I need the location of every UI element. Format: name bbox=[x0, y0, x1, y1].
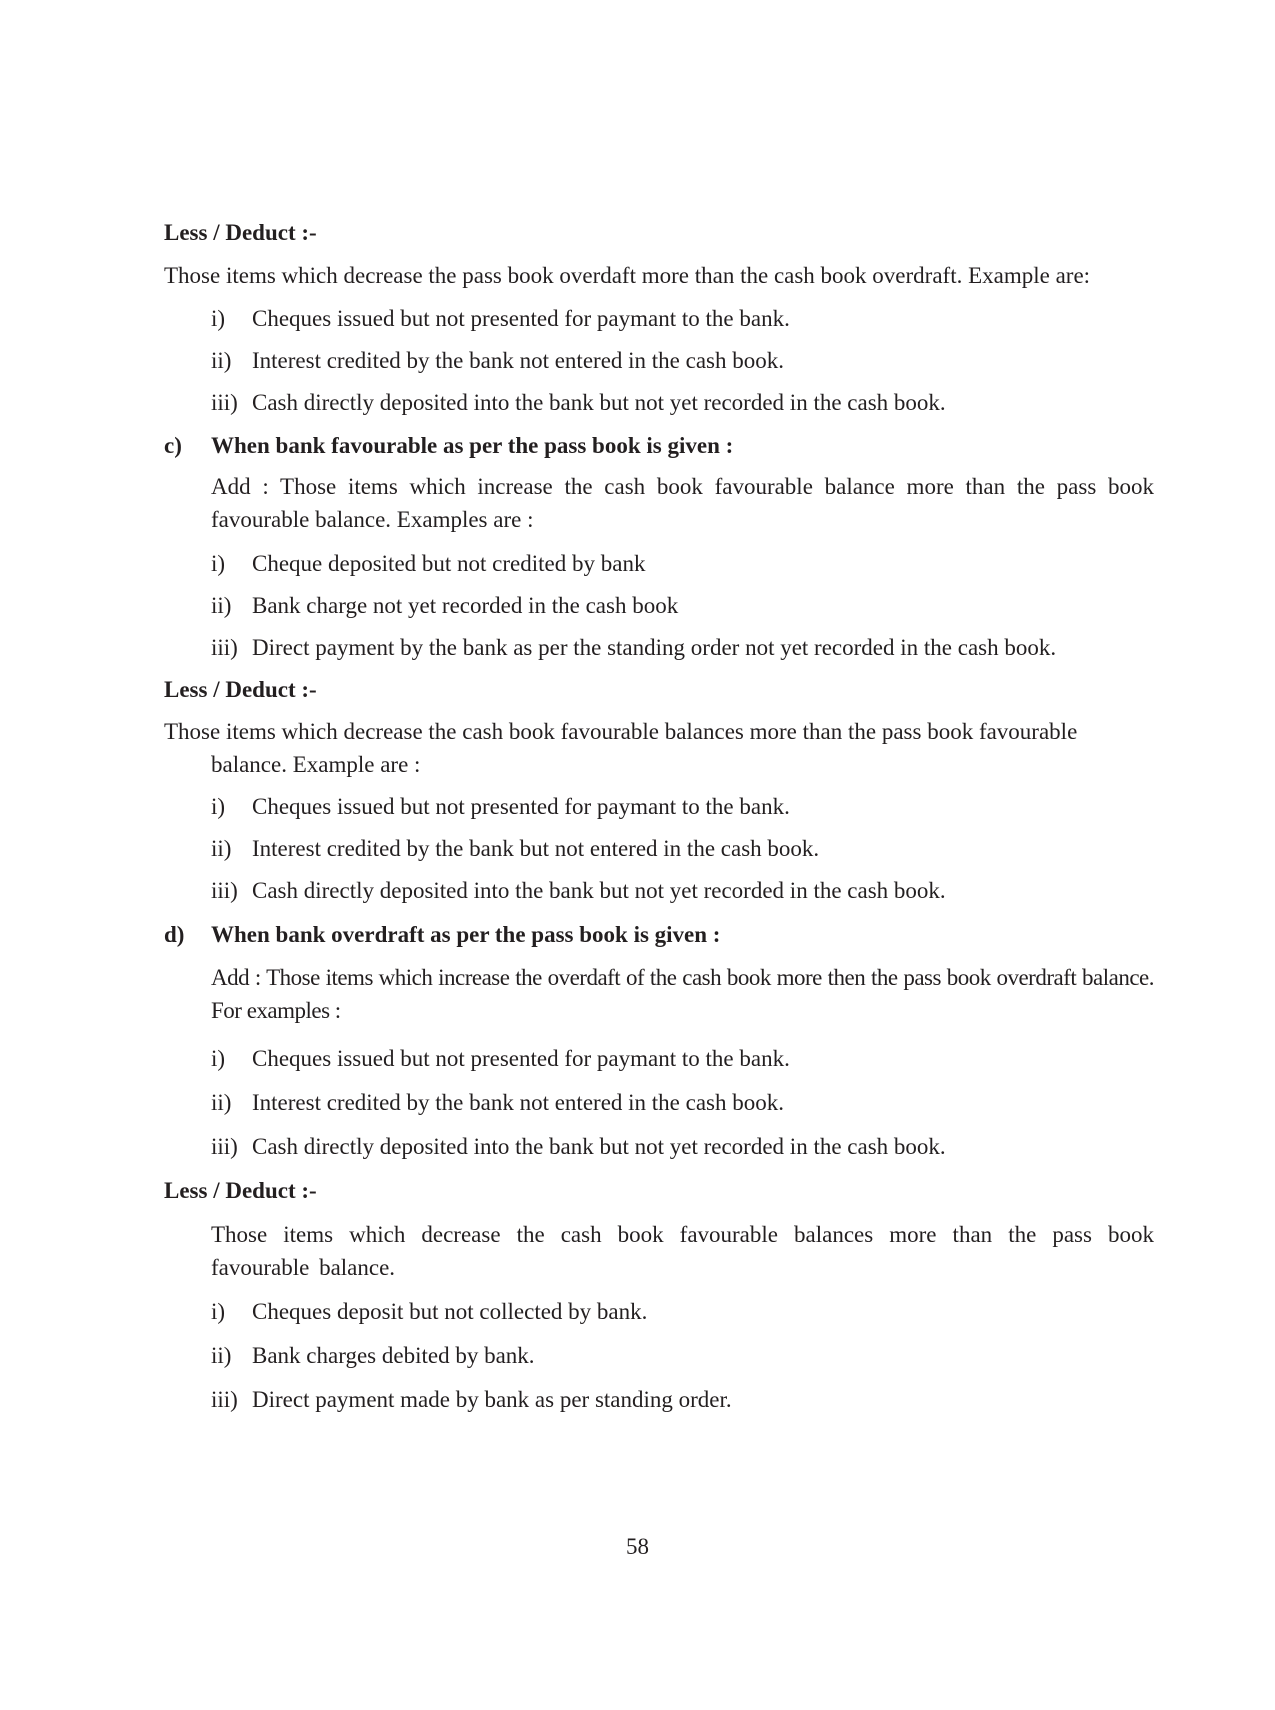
less-deduct-heading: Less / Deduct :- bbox=[164, 220, 317, 245]
list-item: Bank charges debited by bank. bbox=[252, 1343, 535, 1368]
paragraph: Add : Those items which increase the cash book favourable balance more than the pass book favourable balance. Examples are : bbox=[211, 474, 1154, 532]
list-marker: i) bbox=[211, 1046, 226, 1071]
section-heading: When bank favourable as per the pass book is given : bbox=[211, 433, 734, 458]
list-item: Cheques deposit but not collected by bank. bbox=[252, 1299, 648, 1324]
list-marker: i) bbox=[211, 551, 226, 576]
list-marker: iii) bbox=[211, 878, 238, 903]
less-deduct-heading: Less / Deduct :- bbox=[164, 1178, 317, 1203]
page-number: 58 bbox=[626, 1534, 649, 1559]
paragraph: Those items which decrease the cash book favourable balances more than the pass book favourable balance. bbox=[211, 1222, 1154, 1280]
list-marker: i) bbox=[211, 794, 226, 819]
list-item: Cheques issued but not presented for paymant to the bank. bbox=[252, 794, 790, 819]
list-item: Bank charge not yet recorded in the cash book bbox=[252, 593, 679, 618]
paragraph: Add : Those items which increase the overdaft of the cash book more then the pass book overdraft balance. For examples : bbox=[211, 965, 1154, 1023]
section-marker: c) bbox=[164, 433, 182, 458]
list-marker: i) bbox=[211, 1299, 226, 1324]
list-marker: ii) bbox=[211, 593, 232, 618]
list-item: Cheque deposited but not credited by bank bbox=[252, 551, 646, 576]
list-marker: ii) bbox=[211, 1343, 232, 1368]
list-item: Direct payment by the bank as per the standing order not yet recorded in the cash book. bbox=[252, 635, 1057, 660]
list-marker: iii) bbox=[211, 1387, 238, 1412]
list-marker: ii) bbox=[211, 1090, 232, 1115]
list-item: Direct payment made by bank as per standing order. bbox=[252, 1387, 732, 1412]
paragraph: Those items which decrease the cash book favourable balances more than the pass book favourable bbox=[164, 719, 1078, 744]
paragraph: balance. Example are : bbox=[211, 752, 421, 777]
list-item: Interest credited by the bank not entered in the cash book. bbox=[252, 348, 785, 373]
list-marker: iii) bbox=[211, 390, 238, 415]
list-item: Cheques issued but not presented for paymant to the bank. bbox=[252, 1046, 790, 1071]
list-item: Cash directly deposited into the bank but not yet recorded in the cash book. bbox=[252, 1134, 946, 1159]
list-marker: ii) bbox=[211, 348, 232, 373]
list-item: Cash directly deposited into the bank but not yet recorded in the cash book. bbox=[252, 878, 946, 903]
paragraph: Those items which decrease the pass book overdaft more than the cash book overdraft. Example are: bbox=[164, 263, 1091, 288]
list-marker: iii) bbox=[211, 1134, 238, 1159]
list-item: Cash directly deposited into the bank but not yet recorded in the cash book. bbox=[252, 390, 946, 415]
section-heading: When bank overdraft as per the pass book is given : bbox=[211, 922, 721, 947]
list-marker: i) bbox=[211, 306, 226, 331]
list-marker: ii) bbox=[211, 836, 232, 861]
list-marker: iii) bbox=[211, 635, 238, 660]
list-item: Interest credited by the bank not entered in the cash book. bbox=[252, 1090, 785, 1115]
section-marker: d) bbox=[164, 922, 185, 947]
less-deduct-heading: Less / Deduct :- bbox=[164, 677, 317, 702]
list-item: Interest credited by the bank but not entered in the cash book. bbox=[252, 836, 820, 861]
list-item: Cheques issued but not presented for paymant to the bank. bbox=[252, 306, 790, 331]
